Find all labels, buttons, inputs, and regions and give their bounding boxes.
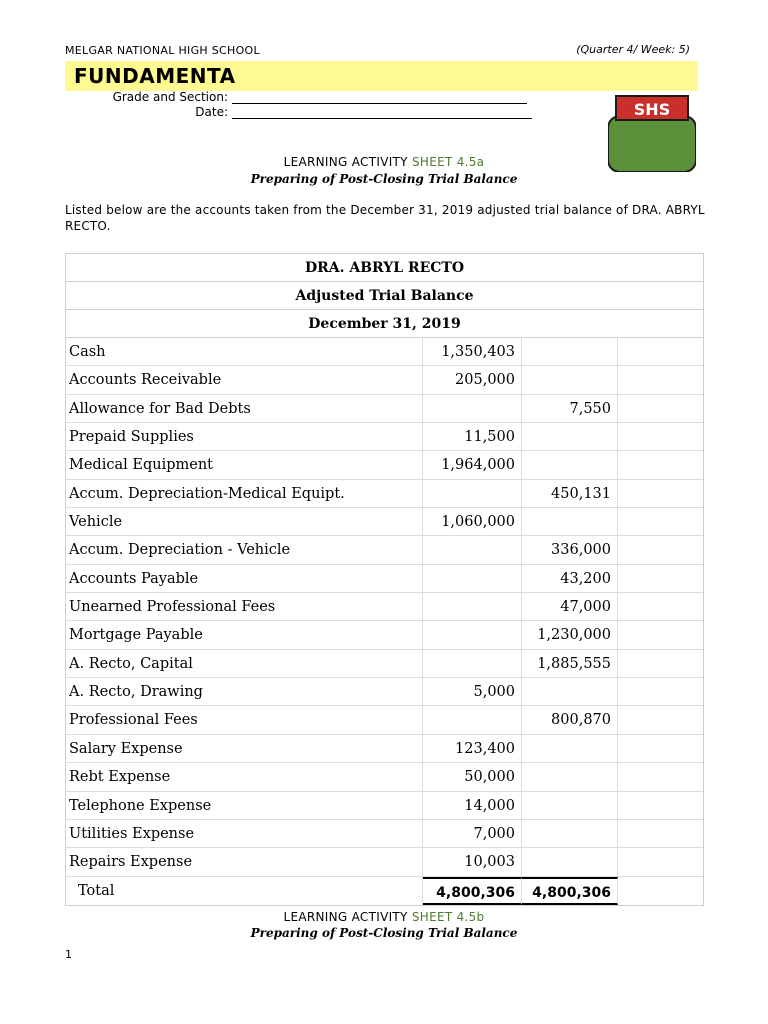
account-name: Unearned Professional Fees <box>66 593 423 620</box>
credit-amount <box>522 820 618 847</box>
table-row <box>66 536 703 564</box>
account-name: Accounts Payable <box>66 565 423 592</box>
table-row <box>66 650 703 678</box>
table-row <box>66 423 703 451</box>
account-name: A. Recto, Drawing <box>66 678 423 705</box>
credit-amount <box>522 848 618 875</box>
activity-b-prefix: LEARNING ACTIVITY <box>283 910 408 924</box>
extra-column <box>618 877 703 905</box>
extra-column <box>618 763 703 790</box>
table-row <box>66 508 703 536</box>
debit-amount: 50,000 <box>423 763 522 790</box>
account-name: Repairs Expense <box>66 848 423 875</box>
total-label: Total <box>66 877 423 905</box>
extra-column <box>618 395 703 422</box>
debit-amount: 11,500 <box>423 423 522 450</box>
table-row <box>66 451 703 479</box>
account-name: A. Recto, Capital <box>66 650 423 677</box>
debit-amount: 1,964,000 <box>423 451 522 478</box>
activity-a-sheet: SHEET 4.5a <box>411 155 485 169</box>
tb-heading-date: December 31, 2019 <box>66 310 703 338</box>
account-name: Prepaid Supplies <box>66 423 423 450</box>
debit-amount: 5,000 <box>423 678 522 705</box>
debit-amount: 205,000 <box>423 366 522 393</box>
credit-amount <box>522 451 618 478</box>
account-name: Rebt Expense <box>66 763 423 790</box>
grade-section-label: Grade and Section: <box>112 90 228 104</box>
table-row <box>66 366 703 394</box>
intro-paragraph: Listed below are the accounts taken from the December 31, 2019 adjusted trial balance of DRA. ABRYL RECTO. <box>65 203 705 233</box>
debit-amount: 14,000 <box>423 792 522 819</box>
credit-amount: 1,885,555 <box>522 650 618 677</box>
activity-b-sheet: SHEET 4.5b <box>411 910 485 924</box>
account-name: Accum. Depreciation - Vehicle <box>66 536 423 563</box>
account-name: Salary Expense <box>66 735 423 762</box>
date-field <box>108 105 532 119</box>
credit-amount: 800,870 <box>522 706 618 733</box>
grade-section-blank <box>232 92 527 104</box>
debit-amount <box>423 395 522 422</box>
credit-amount <box>522 366 618 393</box>
credit-amount: 450,131 <box>522 480 618 507</box>
table-row <box>66 338 703 366</box>
extra-column <box>618 508 703 535</box>
tb-heading-title: Adjusted Trial Balance <box>66 282 703 310</box>
tb-heading-name: DRA. ABRYL RECTO <box>66 254 703 282</box>
total-row <box>66 877 703 905</box>
extra-column <box>618 792 703 819</box>
table-row <box>66 480 703 508</box>
debit-amount <box>423 650 522 677</box>
page-number: 1 <box>65 948 72 961</box>
table-row <box>66 763 703 791</box>
account-name: Accounts Receivable <box>66 366 423 393</box>
credit-amount <box>522 423 618 450</box>
table-row <box>66 621 703 649</box>
account-name: Accum. Depreciation-Medical Equipt. <box>66 480 423 507</box>
extra-column <box>618 848 703 875</box>
account-name: Professional Fees <box>66 706 423 733</box>
banner-title: FUNDAMENTA <box>74 64 236 88</box>
tb-rows <box>66 338 703 905</box>
credit-amount <box>522 735 618 762</box>
account-name: Cash <box>66 338 423 365</box>
credit-amount: 336,000 <box>522 536 618 563</box>
table-row <box>66 678 703 706</box>
credit-amount <box>522 763 618 790</box>
total-credit: 4,800,306 <box>522 877 618 905</box>
account-name: Vehicle <box>66 508 423 535</box>
extra-column <box>618 678 703 705</box>
logo-text: SHS <box>633 100 671 119</box>
credit-amount: 1,230,000 <box>522 621 618 648</box>
table-row <box>66 395 703 423</box>
activity-a-prefix: LEARNING ACTIVITY <box>283 155 408 169</box>
debit-amount <box>423 593 522 620</box>
debit-amount <box>423 706 522 733</box>
account-name: Telephone Expense <box>66 792 423 819</box>
title-banner <box>65 61 698 91</box>
debit-amount <box>423 565 522 592</box>
debit-amount: 1,060,000 <box>423 508 522 535</box>
debit-amount: 10,003 <box>423 848 522 875</box>
table-row <box>66 820 703 848</box>
extra-column <box>618 366 703 393</box>
extra-column <box>618 565 703 592</box>
account-name: Medical Equipment <box>66 451 423 478</box>
account-name: Allowance for Bad Debts <box>66 395 423 422</box>
table-row <box>66 848 703 876</box>
credit-amount <box>522 792 618 819</box>
debit-amount: 123,400 <box>423 735 522 762</box>
account-name: Utilities Expense <box>66 820 423 847</box>
credit-amount: 7,550 <box>522 395 618 422</box>
debit-amount <box>423 480 522 507</box>
credit-amount <box>522 508 618 535</box>
extra-column <box>618 593 703 620</box>
total-debit: 4,800,306 <box>423 877 522 905</box>
extra-column <box>618 536 703 563</box>
activity-b-heading <box>0 910 768 924</box>
account-name: Mortgage Payable <box>66 621 423 648</box>
extra-column <box>618 820 703 847</box>
school-name: MELGAR NATIONAL HIGH SCHOOL <box>65 44 260 57</box>
activity-b-subtitle: Preparing of Post-Closing Trial Balance <box>250 926 518 940</box>
extra-column <box>618 706 703 733</box>
table-row <box>66 735 703 763</box>
credit-amount: 47,000 <box>522 593 618 620</box>
trial-balance-table <box>65 253 704 906</box>
activity-a-subtitle: Preparing of Post-Closing Trial Balance <box>250 172 518 186</box>
quarter-week: (Quarter 4/ Week: 5) <box>576 43 690 56</box>
credit-amount <box>522 338 618 365</box>
date-label: Date: <box>195 105 228 119</box>
extra-column <box>618 650 703 677</box>
grade-section-field <box>108 90 527 104</box>
credit-amount <box>522 678 618 705</box>
debit-amount: 7,000 <box>423 820 522 847</box>
table-row <box>66 593 703 621</box>
debit-amount <box>423 621 522 648</box>
extra-column <box>618 480 703 507</box>
debit-amount <box>423 536 522 563</box>
date-blank <box>232 107 532 119</box>
extra-column <box>618 423 703 450</box>
extra-column <box>618 621 703 648</box>
table-row <box>66 706 703 734</box>
credit-amount: 43,200 <box>522 565 618 592</box>
extra-column <box>618 735 703 762</box>
extra-column <box>618 338 703 365</box>
debit-amount: 1,350,403 <box>423 338 522 365</box>
table-row <box>66 792 703 820</box>
table-row <box>66 565 703 593</box>
extra-column <box>618 451 703 478</box>
activity-a-heading <box>0 155 768 169</box>
